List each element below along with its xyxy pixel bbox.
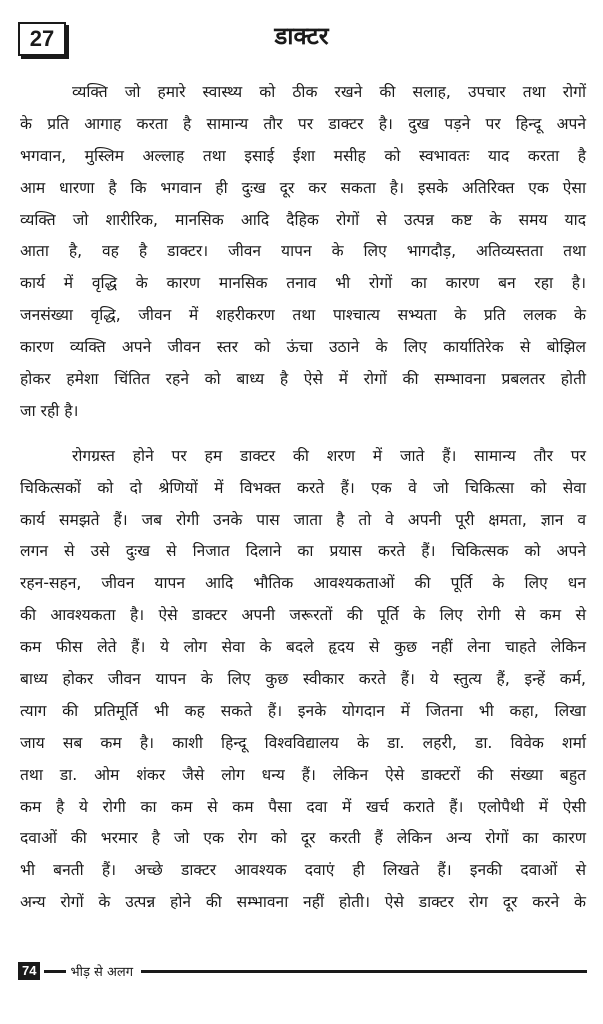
paragraph-2 [20,441,586,919]
text-line: कारण व्यक्ति अपने जीवन स्तर को ऊंचा उठाने के लिए कार्यातिरेक से बोझिल [20,338,586,357]
text-line: लगन से उसे दुःख से निजात दिलाने का प्रयास करते हैं। चिकित्सक को अपने [20,542,586,561]
text-line: व्यक्ति जो हमारे स्वास्थ्य को ठीक रखने की सलाह, उपचार तथा रोगों [72,83,586,101]
text-line: अन्य रोगों के उत्पन्न होने की सम्भावना नहीं होती। ऐसे डाक्टर रोग दूर करने के [20,893,586,912]
text-line: भगवान, मुस्लिम अल्लाह तथा इसाई ईशा मसीह को स्वभावतः याद करता है [20,146,586,165]
text-line: जा रही है। [20,401,79,420]
page-footer [18,960,587,982]
chapter-body [20,77,586,919]
text-line: बाध्य होकर जीवन यापन के लिए कुछ स्वीकार करते हैं। ये स्तुत्य हैं, इन्हें कर्म, [20,670,586,689]
text-line: की आवश्यकता है। ऐसे डाक्टर अपनी जरूरतों की पूर्ति के लिए रोगी से कम से [20,606,586,625]
text-line: जाय सब कम है। काशी हिन्दू विश्वविद्यालय के डा. लहरी, डा. विवेक शर्मा [20,733,586,752]
text-line: दवाओं की भरमार है जो एक रोग को दूर करती हैं लेकिन अन्य रोगों का कारण [20,829,586,848]
text-line: कम है ये रोगी का कम से कम पैसा दवा में खर्च कराते हैं। एलोपैथी में ऐसी [20,797,586,816]
text-line: रहन-सहन, जीवन यापन आदि भौतिक आवश्यकताओं की पूर्ति के लिए धन [20,574,586,593]
text-line: तथा डा. ओम शंकर जैसे लोग धन्य हैं। लेकिन ऐसे डाक्टरों की संख्या बहुत [20,765,586,784]
paragraph-1 [20,77,586,428]
chapter-number: 27 [29,26,55,51]
text-line: कार्य में वृद्धि के कारण मानसिक तनाव भी रोगों का कारण बन रहा है। [20,274,586,293]
text-line: होकर हमेशा चिंतित रहने को बाध्य है ऐसे में रोगों की सम्भावना प्रबलतर होती [20,370,586,389]
text-line: कम फीस लेते हैं। ये लोग सेवा के बदले हृदय से कुछ नहीं लेना चाहते लेकिन [20,638,586,657]
book-title: भीड़ से अलग [70,965,134,980]
text-line: जनसंख्या वृद्धि, जीवन में शहरीकरण तथा पाश्चात्य सभ्यता के प्रति ललक के [20,306,586,325]
text-line: आता है, वह है डाक्टर। जीवन यापन के लिए भागदौड़, अतिव्यस्तता तथा [20,242,586,261]
text-line: कार्य समझते हैं। जब रोगी उनके पास जाता है तो वे अपनी पूरी क्षमता, ज्ञान व [20,510,586,529]
footer-rule-short [44,970,66,973]
text-line: के प्रति आगाह करता है सामान्य तौर पर डाक्टर है। दुख पड़ने पर हिन्दू अपने [20,114,586,133]
text-line: आम धारणा है कि भगवान ही दुःख दूर कर सकता है। इसके अतिरिक्त एक ऐसा [20,178,586,197]
text-line: त्याग की प्रतिमूर्ति भी कह सकते हैं। इनके योगदान में जितना भी कहा, लिखा [20,701,586,720]
text-line: व्यक्ति जो शारीरिक, मानसिक आदि दैहिक रोगों से उत्पन्न कष्ट के समय याद [20,210,586,229]
page-number: 74 [18,962,40,980]
footer-rule-long [141,970,587,973]
text-line: भी बनती हैं। अच्छे डाक्टर आवश्यक दवाएं ही लिखते हैं। इनकी दवाओं से [20,861,586,880]
chapter-title: डाक्टर [274,22,329,50]
text-line: चिकित्सकों को दो श्रेणियों में विभक्त करते हैं। एक वे जो चिकित्सा को सेवा [20,478,586,497]
paragraph-gap [20,428,586,441]
text-line: रोगग्रस्त होने पर हम डाक्टर की शरण में जाते हैं। सामान्य तौर पर [72,446,586,465]
